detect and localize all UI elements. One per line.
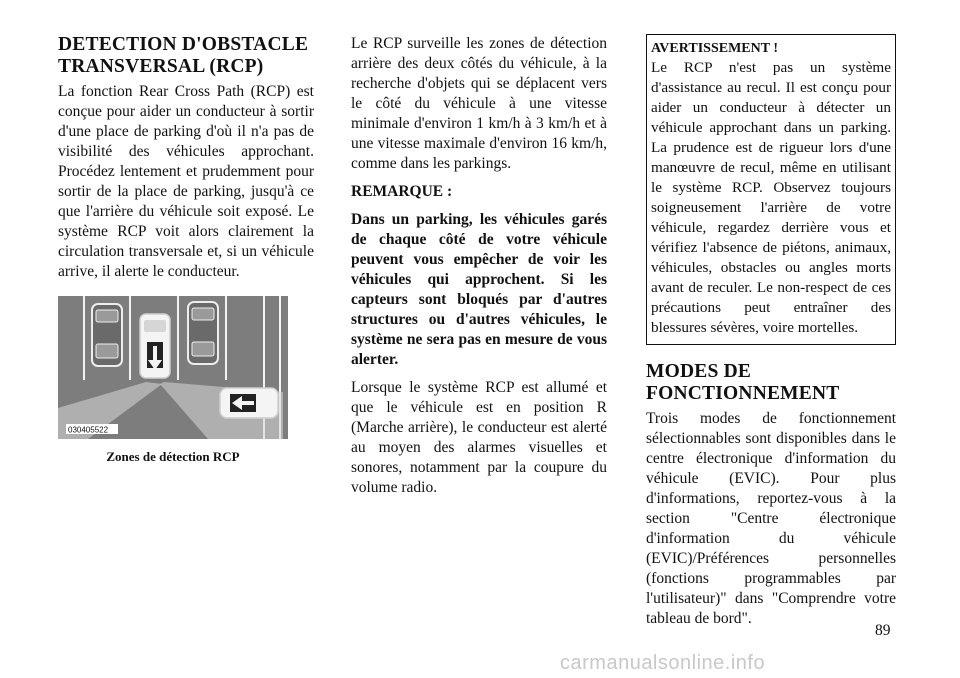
modes-paragraph: Trois modes de fonctionnement sélectionnables sont disponibles dans le centre électronique d'information du véhicule (EVIC). Pour plus d'informations, reportez-vous à la section "Centre électronique d'information du véhicule (EVIC)/Préférences personnelles (fonctions programmables par l'utilisateur)" dans "Comprendre votre tableau de bord".	[646, 410, 896, 627]
note-label: REMARQUE :	[351, 183, 453, 200]
section-heading-rcp: DETECTION D'OBSTACLE TRANSVERSAL (RCP)	[58, 34, 309, 77]
figure-code: 030405522	[68, 425, 109, 435]
rcp-detection-figure	[58, 296, 288, 439]
watermark: carmanualsonline.info	[560, 652, 766, 674]
rcp-zones-paragraph: Le RCP surveille les zones de détection arrière des deux côtés du véhicule, à la recherche d'objets qui se déplacent vers le côté du véhicule à une vitesse minimale d'environ 1 km/h à 3 km/h et à une vitesse maximale d'environ 16 km/h, comme dans les parkings.	[351, 35, 607, 172]
rcp-alert-paragraph: Lorsque le système RCP est allumé et que le véhicule est en position R (Marche arrière), le conducteur est alerté au moyen des alarmes visuelles et sonores, notamment par la coupure du volume radio.	[351, 379, 607, 496]
warning-text: Le RCP n'est pas un système d'assistance au recul. Il est conçu pour aider un conducteur à détecter un véhicule approchant dans un parking. La prudence est de rigueur lors d'une manœuvre de recul, même en utilisant le système RCP. Observez toujours soigneusement l'arrière de votre véhicule, regardez derrière vous et vérifiez l'absence de piétons, animaux, véhicules, obstacles ou angles morts avant de reculer. Le non-respect de ces précautions peut entraîner des blessures sévères, voire mortelles.	[651, 59, 891, 336]
warning-title: AVERTISSEMENT !	[651, 41, 778, 56]
page-number: 89	[875, 622, 891, 639]
warning-box	[646, 34, 896, 345]
rcp-intro-paragraph: La fonction Rear Cross Path (RCP) est conçue pour aider un conducteur à sortir d'une place de parking d'où il n'a pas de visibilité des véhicules approchant. Procédez lentement et prudemment pour sortir de la place de parking, jusqu'à ce que l'arrière du véhicule soit exposé. Le système RCP voit alors clairement la circulation transversale et, si un véhicule arrive, il alerte le conducteur.	[58, 83, 314, 280]
figure-caption: Zones de détection RCP	[106, 449, 240, 464]
column-middle	[351, 34, 607, 506]
note-text: Dans un parking, les véhicules garés de chaque côté de votre véhicule peuvent vous empêcher de voir les véhicules qui approchent. Si les capteurs sont bloqués par d'autres structures ou d'autres véhicules, le système ne sera pas en mesure de vous alerter.	[351, 211, 607, 368]
section-heading-modes: MODES DE FONCTIONNEMENT	[646, 361, 840, 404]
column-right	[646, 34, 896, 637]
column-left	[58, 34, 314, 465]
